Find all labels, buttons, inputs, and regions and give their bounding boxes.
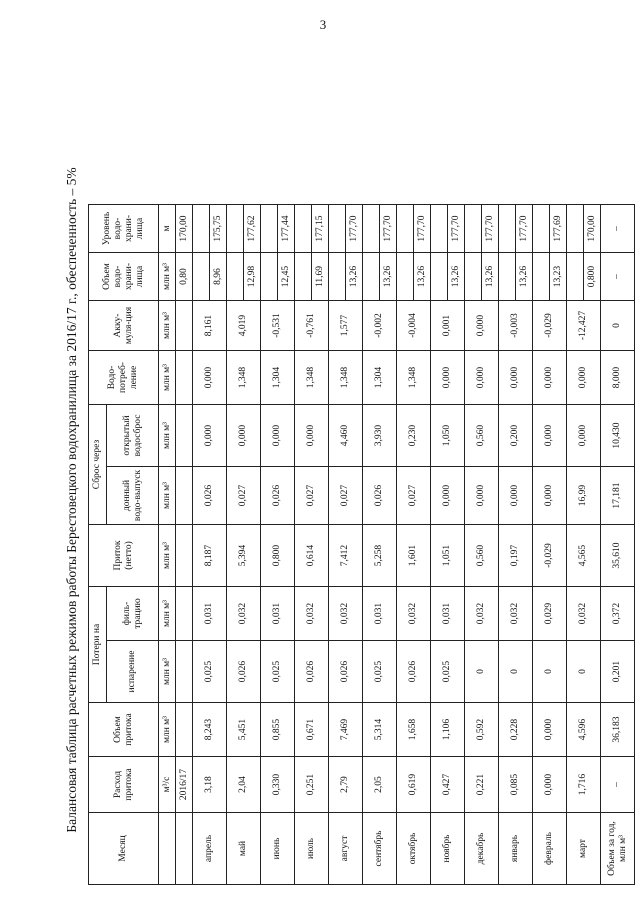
total-net-inflow: 35,610: [601, 525, 635, 587]
value-open-spillway: 0,200: [499, 405, 533, 467]
month-cell: апрель: [193, 813, 227, 885]
value-inflow-rate: 1,716: [567, 757, 601, 813]
table-cell: [363, 205, 380, 253]
reservoir-level: 177,70: [448, 205, 465, 253]
value-inflow-volume: 0,000: [533, 703, 567, 757]
value-inflow-rate: 0,619: [397, 757, 431, 813]
value-accumulation: -0,004: [397, 301, 431, 351]
initial-level: 170,00: [176, 205, 193, 253]
value-net-inflow: 5,258: [363, 525, 397, 587]
total-filtration: 0,372: [601, 587, 635, 641]
header-month: Месяц: [89, 813, 159, 885]
table-cell: [176, 525, 193, 587]
header-evaporation: испарение: [107, 641, 159, 703]
value-open-spillway: 0,000: [295, 405, 329, 467]
reservoir-volume: 13,26: [346, 253, 363, 301]
total-consumption: 8,000: [601, 351, 635, 405]
table-cell: [176, 703, 193, 757]
table-row: [533, 205, 550, 885]
unit-cell: млн м³: [159, 301, 176, 351]
value-filtration: 0,032: [397, 587, 431, 641]
value-evaporation: 0,025: [363, 641, 397, 703]
table-row: [295, 205, 312, 885]
value-evaporation: 0: [567, 641, 601, 703]
value-inflow-rate: 2,04: [227, 757, 261, 813]
table-row: [499, 205, 516, 885]
value-consumption: 0,000: [567, 351, 601, 405]
table-cell: [176, 405, 193, 467]
unit-cell: м³/с: [159, 757, 176, 813]
value-open-spillway: 1,050: [431, 405, 465, 467]
value-inflow-volume: 7,469: [329, 703, 363, 757]
month-cell: февраль: [533, 813, 567, 885]
unit-cell: млн м³: [159, 467, 176, 525]
month-cell: декабрь: [465, 813, 499, 885]
value-open-spillway: 0,560: [465, 405, 499, 467]
reservoir-volume: 13,23: [550, 253, 567, 301]
table-cell: [295, 253, 312, 301]
month-cell: январь: [499, 813, 533, 885]
value-bottom-outlet: 16,99: [567, 467, 601, 525]
value-inflow-rate: 2,05: [363, 757, 397, 813]
value-filtration: 0,031: [261, 587, 295, 641]
table-cell: [397, 205, 414, 253]
value-inflow-rate: 0,330: [261, 757, 295, 813]
value-bottom-outlet: 0,027: [295, 467, 329, 525]
month-cell: май: [227, 813, 261, 885]
value-filtration: 0,032: [295, 587, 329, 641]
value-inflow-rate: 0,000: [533, 757, 567, 813]
table-cell: [329, 253, 346, 301]
total-inflow-rate: –: [601, 757, 635, 813]
value-filtration: 0,031: [193, 587, 227, 641]
value-consumption: 0,000: [193, 351, 227, 405]
table-cell: [193, 205, 210, 253]
header-consumption: Водо-потреб-ление: [89, 351, 159, 405]
month-cell: октябрь: [397, 813, 431, 885]
balance-table: [88, 204, 635, 885]
value-bottom-outlet: 0,000: [499, 467, 533, 525]
value-evaporation: 0,025: [193, 641, 227, 703]
value-filtration: 0,032: [465, 587, 499, 641]
table-cell: [295, 205, 312, 253]
total-reservoir-level: –: [601, 205, 635, 253]
reservoir-volume: 13,26: [380, 253, 397, 301]
value-net-inflow: 0,560: [465, 525, 499, 587]
reservoir-volume: 0,800: [584, 253, 601, 301]
header-accumulation: Акку-муля-ция: [89, 301, 159, 351]
value-inflow-volume: 0,228: [499, 703, 533, 757]
unit-cell: млн м³: [159, 525, 176, 587]
value-accumulation: -0,002: [363, 301, 397, 351]
value-evaporation: 0,026: [227, 641, 261, 703]
value-evaporation: 0,026: [295, 641, 329, 703]
header-filtration: филь-трацию: [107, 587, 159, 641]
value-open-spillway: 0,000: [193, 405, 227, 467]
initial-volume: 0,80: [176, 253, 193, 301]
month-cell: июнь: [261, 813, 295, 885]
value-evaporation: 0,026: [397, 641, 431, 703]
table-cell: [499, 205, 516, 253]
table-cell: [227, 253, 244, 301]
header-discharge: Сброс через: [89, 405, 107, 525]
total-evaporation: 0,201: [601, 641, 635, 703]
rotated-sheet: [62, 115, 628, 885]
value-filtration: 0,032: [227, 587, 261, 641]
table-row: [261, 205, 278, 885]
reservoir-volume: 11,69: [312, 253, 329, 301]
value-net-inflow: 0,800: [261, 525, 295, 587]
value-evaporation: 0,025: [261, 641, 295, 703]
table-row: [329, 205, 346, 885]
table-row: [431, 205, 448, 885]
table-row: [567, 205, 584, 885]
table-cell: [329, 205, 346, 253]
table-cell: [397, 253, 414, 301]
unit-cell: млн м³: [159, 351, 176, 405]
value-open-spillway: 3,930: [363, 405, 397, 467]
value-consumption: 1,348: [227, 351, 261, 405]
table-title: Балансовая таблица расчетных режимов работы Берестовецкого водохранилища за 2016/17 г., обеспеченность – 5%: [64, 167, 79, 833]
header-open-spillway: открытый водосброс: [107, 405, 159, 467]
table-cell: [176, 351, 193, 405]
value-net-inflow: 0,197: [499, 525, 533, 587]
value-accumulation: -0,761: [295, 301, 329, 351]
reservoir-level: 177,15: [312, 205, 329, 253]
table-cell: [261, 205, 278, 253]
table-cell: [465, 253, 482, 301]
value-bottom-outlet: 0,000: [465, 467, 499, 525]
value-net-inflow: 4,565: [567, 525, 601, 587]
reservoir-level: 177,70: [414, 205, 431, 253]
table-cell: [499, 253, 516, 301]
value-filtration: 0,029: [533, 587, 567, 641]
value-net-inflow: 1,051: [431, 525, 465, 587]
units-row: [159, 205, 176, 885]
value-inflow-rate: 0,427: [431, 757, 465, 813]
month-cell: март: [567, 813, 601, 885]
value-bottom-outlet: 0,027: [227, 467, 261, 525]
value-open-spillway: 0,230: [397, 405, 431, 467]
page-number: 3: [319, 17, 327, 32]
value-accumulation: -12,427: [567, 301, 601, 351]
unit-cell: м: [159, 205, 176, 253]
reservoir-level: 175,75: [210, 205, 227, 253]
reservoir-volume: 13,26: [516, 253, 533, 301]
table-row: [363, 205, 380, 885]
table-row: [193, 205, 210, 885]
value-net-inflow: -0,029: [533, 525, 567, 587]
value-evaporation: 0: [465, 641, 499, 703]
value-accumulation: 8,161: [193, 301, 227, 351]
value-inflow-rate: 0,085: [499, 757, 533, 813]
header-inflow-volume: Объем притока: [89, 703, 159, 757]
unit-cell: млн м³: [159, 641, 176, 703]
value-accumulation: 4,019: [227, 301, 261, 351]
table-cell: [261, 253, 278, 301]
reservoir-level: 177,70: [346, 205, 363, 253]
reservoir-level: 177,69: [550, 205, 567, 253]
value-inflow-volume: 0,592: [465, 703, 499, 757]
value-bottom-outlet: 0,026: [363, 467, 397, 525]
value-consumption: 0,000: [465, 351, 499, 405]
year-label: 2016/17: [176, 757, 193, 813]
reservoir-level: 177,70: [516, 205, 533, 253]
value-bottom-outlet: 0,026: [261, 467, 295, 525]
table-cell: [227, 205, 244, 253]
value-bottom-outlet: 0,027: [329, 467, 363, 525]
value-open-spillway: 0,000: [227, 405, 261, 467]
value-net-inflow: 0,614: [295, 525, 329, 587]
table-cell: [176, 641, 193, 703]
value-consumption: 1,304: [363, 351, 397, 405]
value-consumption: 0,000: [431, 351, 465, 405]
table-row: [397, 205, 414, 885]
value-accumulation: 1,577: [329, 301, 363, 351]
header-inflow-rate: Расход притока: [89, 757, 159, 813]
value-accumulation: -0,029: [533, 301, 567, 351]
table-cell: [363, 253, 380, 301]
table-row: [227, 205, 244, 885]
value-inflow-volume: 1,658: [397, 703, 431, 757]
value-net-inflow: 7,412: [329, 525, 363, 587]
reservoir-volume: 13,26: [482, 253, 499, 301]
value-open-spillway: 0,000: [261, 405, 295, 467]
value-accumulation: 0,000: [465, 301, 499, 351]
unit-cell: млн м³: [159, 405, 176, 467]
table-cell: [176, 301, 193, 351]
value-inflow-rate: 0,221: [465, 757, 499, 813]
value-bottom-outlet: 0,026: [193, 467, 227, 525]
value-inflow-volume: 5,314: [363, 703, 397, 757]
value-accumulation: -0,531: [261, 301, 295, 351]
value-accumulation: -0,003: [499, 301, 533, 351]
value-open-spillway: 0,000: [533, 405, 567, 467]
table-cell: [176, 587, 193, 641]
total-label: Объем за год, млн м³: [601, 813, 635, 885]
value-bottom-outlet: 0,000: [431, 467, 465, 525]
total-reservoir-volume: –: [601, 253, 635, 301]
value-net-inflow: 5,394: [227, 525, 261, 587]
reservoir-volume: 13,26: [414, 253, 431, 301]
month-cell: август: [329, 813, 363, 885]
month-cell: сентябрь: [363, 813, 397, 885]
monthly-rows: [193, 205, 635, 885]
value-inflow-rate: 2,79: [329, 757, 363, 813]
value-evaporation: 0,026: [329, 641, 363, 703]
reservoir-volume: 8,96: [210, 253, 227, 301]
value-filtration: 0,031: [363, 587, 397, 641]
reservoir-level: 177,70: [482, 205, 499, 253]
value-consumption: 1,348: [397, 351, 431, 405]
value-net-inflow: 1,601: [397, 525, 431, 587]
value-consumption: 1,348: [329, 351, 363, 405]
table-cell: [533, 205, 550, 253]
header-net-inflow: Приток (нетто): [89, 525, 159, 587]
table-cell: [567, 253, 584, 301]
total-row: [601, 205, 635, 885]
value-filtration: 0,032: [567, 587, 601, 641]
value-inflow-volume: 8,243: [193, 703, 227, 757]
value-open-spillway: 4,460: [329, 405, 363, 467]
value-evaporation: 0: [533, 641, 567, 703]
value-consumption: 0,000: [533, 351, 567, 405]
total-open-spillway: 10,430: [601, 405, 635, 467]
table-cell: [567, 205, 584, 253]
table-cell: [431, 253, 448, 301]
reservoir-volume: 13,26: [448, 253, 465, 301]
unit-cell: [159, 813, 176, 885]
unit-cell: млн м³: [159, 253, 176, 301]
value-inflow-volume: 5,451: [227, 703, 261, 757]
table-cell: [533, 253, 550, 301]
value-evaporation: 0,025: [431, 641, 465, 703]
value-consumption: 1,348: [295, 351, 329, 405]
reservoir-volume: 12,45: [278, 253, 295, 301]
reservoir-level: 177,70: [380, 205, 397, 253]
reservoir-level: 177,62: [244, 205, 261, 253]
table-cell: [193, 253, 210, 301]
table-cell: [176, 813, 193, 885]
value-inflow-volume: 0,855: [261, 703, 295, 757]
value-open-spillway: 0,000: [567, 405, 601, 467]
value-evaporation: 0: [499, 641, 533, 703]
value-inflow-rate: 3,18: [193, 757, 227, 813]
header-bottom-outlet: донный водо-выпуск: [107, 467, 159, 525]
value-inflow-volume: 4,596: [567, 703, 601, 757]
total-accumulation: 0: [601, 301, 635, 351]
table-cell: [176, 467, 193, 525]
header-reservoir-level: Уровень водо-храни-лища: [89, 205, 159, 253]
reservoir-level: 170,00: [584, 205, 601, 253]
value-consumption: 1,304: [261, 351, 295, 405]
value-bottom-outlet: 0,000: [533, 467, 567, 525]
value-consumption: 0,000: [499, 351, 533, 405]
value-net-inflow: 8,187: [193, 525, 227, 587]
header-losses: Потери на: [89, 587, 107, 703]
unit-cell: млн м³: [159, 587, 176, 641]
value-inflow-volume: 0,671: [295, 703, 329, 757]
reservoir-volume: 12,98: [244, 253, 261, 301]
table-cell: [431, 205, 448, 253]
initial-row: [176, 205, 193, 885]
value-accumulation: 0,001: [431, 301, 465, 351]
reservoir-level: 177,44: [278, 205, 295, 253]
value-inflow-rate: 0,251: [295, 757, 329, 813]
header-reservoir-volume: Объем водо-храни-лища: [89, 253, 159, 301]
table-row: [465, 205, 482, 885]
value-filtration: 0,031: [431, 587, 465, 641]
total-bottom-outlet: 17,181: [601, 467, 635, 525]
unit-cell: млн м³: [159, 703, 176, 757]
value-filtration: 0,032: [499, 587, 533, 641]
table-cell: [465, 205, 482, 253]
month-cell: ноябрь: [431, 813, 465, 885]
month-cell: июль: [295, 813, 329, 885]
total-inflow-volume: 36,183: [601, 703, 635, 757]
value-filtration: 0,032: [329, 587, 363, 641]
value-inflow-volume: 1,106: [431, 703, 465, 757]
value-bottom-outlet: 0,027: [397, 467, 431, 525]
